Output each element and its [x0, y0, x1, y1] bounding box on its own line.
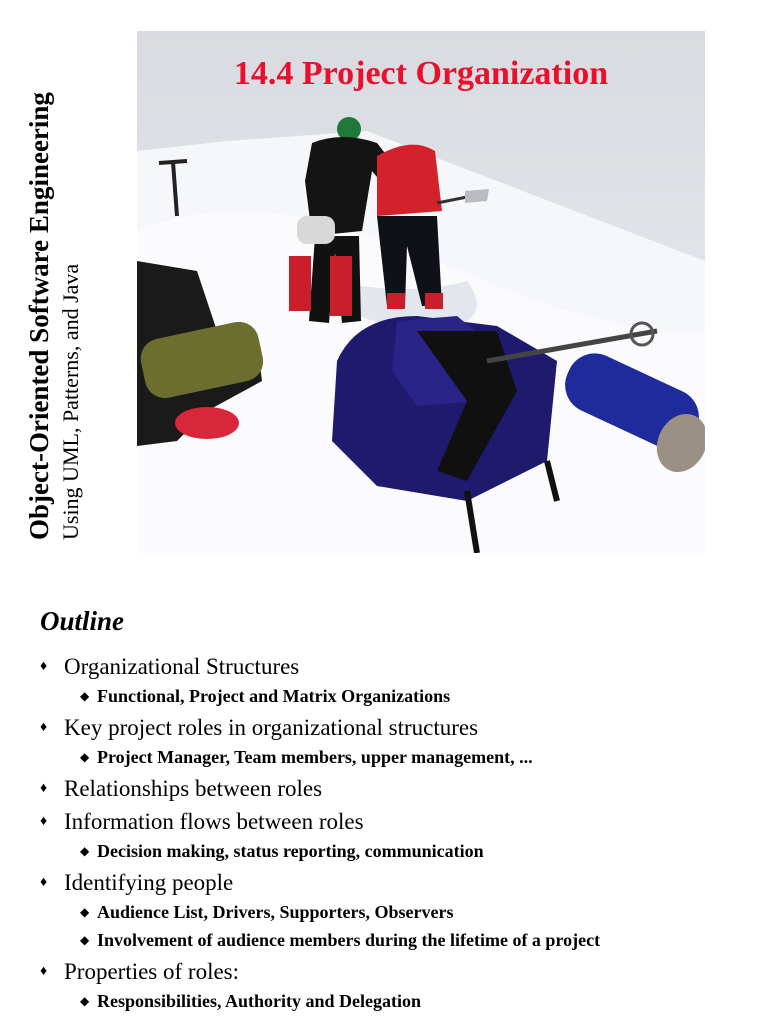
outline-subitem: [40, 837, 740, 866]
outline-item: [40, 866, 740, 899]
outline-item: [40, 805, 740, 838]
outline-subitem: [40, 682, 740, 711]
book-title-vertical: [22, 20, 112, 540]
outline-subitem-text: Responsibilities, Authority and Delegation: [97, 991, 422, 1011]
outline-subitem-text: Audience List, Drivers, Supporters, Observers: [97, 902, 454, 922]
small-diamond-bullet-icon: ◆: [80, 905, 90, 919]
outline-item-text: Organizational Structures: [64, 654, 300, 679]
diamond-bullet-icon: ♦: [40, 781, 48, 796]
outline-subitem-text: Project Manager, Team members, upper management, ...: [97, 747, 533, 767]
small-diamond-bullet-icon: ◆: [80, 750, 90, 764]
book-subtitle: Using UML, Patterns, and Java: [58, 263, 83, 540]
outline-subitem: [40, 898, 740, 927]
outline-item: [40, 711, 740, 744]
outline-subitem: [40, 926, 740, 955]
outline-item: [40, 955, 740, 988]
small-diamond-bullet-icon: ◆: [80, 689, 90, 703]
outline-item-text: Identifying people: [64, 870, 234, 895]
outline-subitem: [40, 987, 740, 1016]
outline-subitem-text: Decision making, status reporting, communication: [97, 841, 484, 861]
outline-item-text: Key project roles in organizational structures: [64, 715, 479, 740]
small-diamond-bullet-icon: ◆: [80, 844, 90, 858]
small-diamond-bullet-icon: ◆: [80, 933, 90, 947]
slide-title: 14.4 Project Organization: [233, 55, 609, 92]
small-diamond-bullet-icon: ◆: [80, 994, 90, 1008]
outline-item-text: Information flows between roles: [64, 809, 364, 834]
diamond-bullet-icon: ♦: [40, 814, 48, 829]
outline-item: [40, 772, 740, 805]
mountaineering-photo: [137, 31, 705, 553]
outline-item-text: Properties of roles:: [64, 959, 240, 984]
outline-list: [40, 650, 740, 1016]
book-title: Object-Oriented Software Engineering: [24, 92, 54, 540]
snow-scene-illustration: [137, 31, 705, 553]
outline-heading: Outline: [40, 606, 125, 636]
diamond-bullet-icon: ♦: [40, 964, 48, 979]
outline-item: [40, 650, 740, 683]
diamond-bullet-icon: ♦: [40, 875, 48, 890]
outline-subitem: [40, 743, 740, 772]
diamond-bullet-icon: ♦: [40, 659, 48, 674]
outline-item-text: Relationships between roles: [64, 776, 323, 801]
outline-subitem-text: Functional, Project and Matrix Organizations: [97, 686, 451, 706]
diamond-bullet-icon: ♦: [40, 720, 48, 735]
outline-subitem-text: Involvement of audience members during the lifetime of a project: [97, 930, 601, 950]
